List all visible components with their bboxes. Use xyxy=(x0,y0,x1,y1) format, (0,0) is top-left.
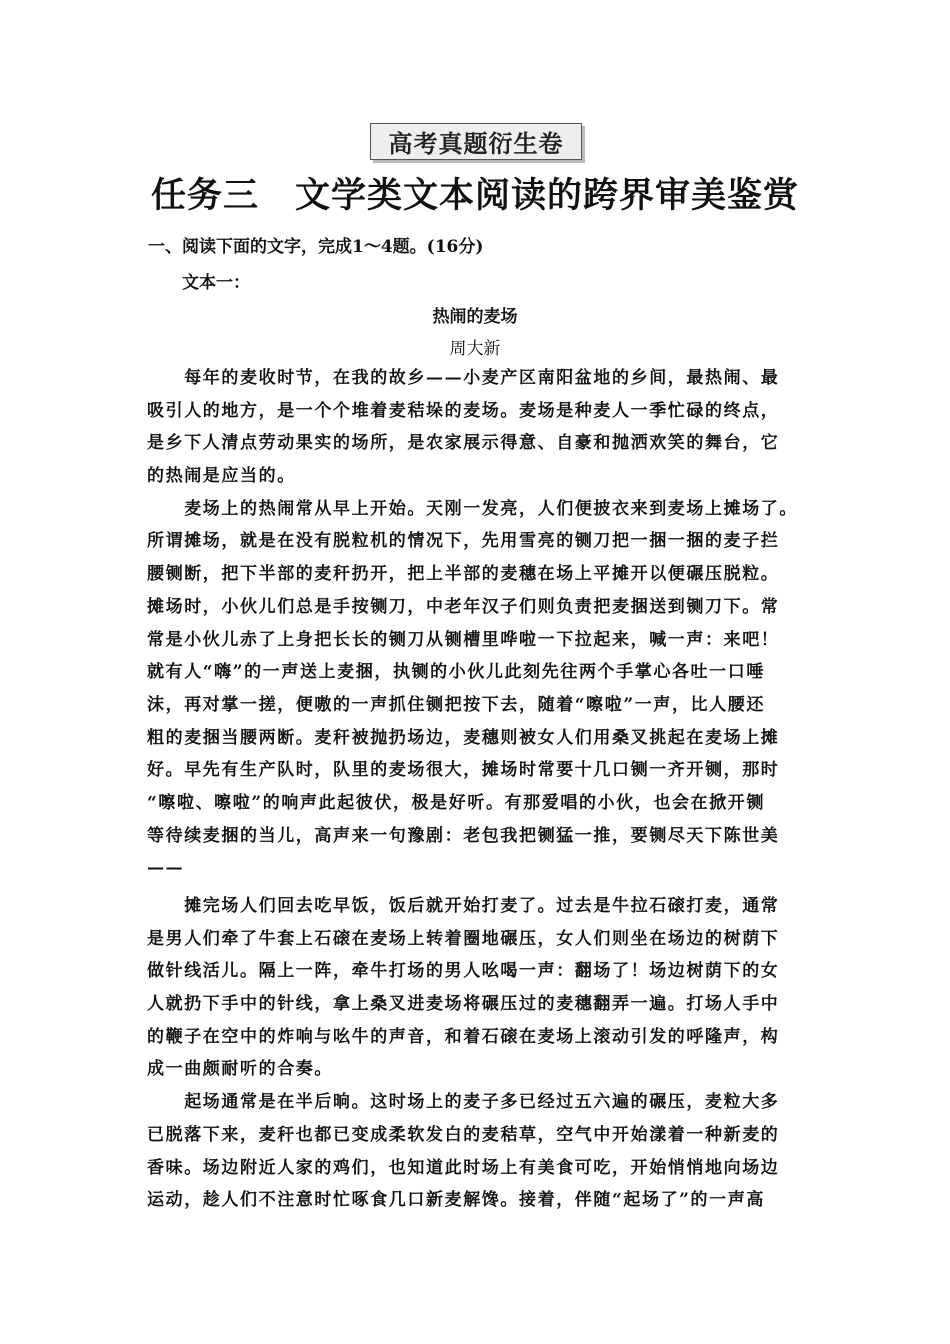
paragraph-line: 人就扔下手中的针线，拿上桑叉进麦场将碾压过的麦穗翻弄一遍。打场人手中 xyxy=(147,994,780,1015)
page-title: 任务三 文学类文本阅读的跨界审美鉴赏 xyxy=(150,176,799,216)
paragraph-line: 香味。场边附近人家的鸡们，也知道此时场上有美食可吃，开始悄悄地向场边 xyxy=(147,1157,780,1178)
paragraph-line: 沫，再对掌一搓，便嗷的一声抓住铡把按下去，随着“嚓啦”一声，比人腰还 xyxy=(147,694,765,715)
paragraph-line: 运动，趁人们不注意时忙啄食几口新麦解馋。接着，伴随“起场了”的一声高 xyxy=(147,1190,765,1211)
paragraph-line: 好。早先有生产队时，队里的麦场很大，摊场时常要十几口铡一齐开铡，那时 xyxy=(147,760,780,781)
paragraph-line: 是乡下人清点劳动果实的场所，是农家展示得意、自豪和抛洒欢笑的舞台，它 xyxy=(147,433,780,454)
paragraph-line: 摊完场人们回去吃早饭，饭后就开始打麦了。过去是牛拉石磙打麦，通常 xyxy=(147,896,780,916)
paragraph-line: 就有人“嗨”的一声送上麦捆，执铡的小伙儿此刻先往两个手掌心各吐一口唾 xyxy=(147,662,765,683)
paragraph-line: 是男人们牵了牛套上石磙在麦场上转着圈地碾压，女人们则坐在场边的树荫下 xyxy=(147,928,780,949)
paragraph-line: 吸引人的地方，是一个个堆着麦秸垛的麦场。麦场是种麦人一季忙碌的终点， xyxy=(147,400,780,421)
paragraph-line: 做针线活儿。隔上一阵，牵牛打场的男人吆喝一声：翻场了！场边树荫下的女 xyxy=(147,961,780,982)
paragraph-line: 摊场时，小伙儿们总是手按铡刀，中老年汉子们则负责把麦捆送到铡刀下。常 xyxy=(147,596,780,617)
paragraph-line: 腰铡断，把下半部的麦秆扔开，把上半部的麦穗在场上平摊开以便碾压脱粒。 xyxy=(147,564,780,585)
paragraph-line: “嚓啦、嚓啦”的响声此起彼伏，极是好听。有那爱唱的小伙，也会在掀开铡 xyxy=(147,792,765,813)
question-intro: 一、阅读下面的文字，完成1～4题。(16分) xyxy=(148,237,484,257)
paragraph-line: —— xyxy=(147,858,185,879)
paragraph-line: 粗的麦捆当腰两断。麦秆被抛扔场边，麦穗则被女人们用桑叉挑起在麦场上摊 xyxy=(147,727,780,748)
passage-title: 热闹的麦场 xyxy=(432,307,518,327)
paragraph-line: 起场通常是在半后晌。这时场上的麦子多已经过五六遍的碾压，麦粒大多 xyxy=(147,1092,780,1113)
passage-author: 周大新 xyxy=(449,339,501,359)
paragraph-line: 每年的麦收时节，在我的故乡——小麦产区南阳盆地的乡间，最热闹、最 xyxy=(147,368,780,388)
paragraph-line: 的热闹是应当的。 xyxy=(147,466,296,487)
paragraph-line: 的鞭子在空中的炸响与吆牛的声音，和着石磙在麦场上滚动引发的呼隆声，构 xyxy=(147,1026,780,1047)
paragraph-line: 所谓摊场，就是在没有脱粒机的情况下，先用雪亮的铡刀把一捆一捆的麦子拦 xyxy=(147,531,780,552)
paragraph-line: 已脱落下来，麦秆也都已变成柔软发白的麦秸草，空气中开始漾着一种新麦的 xyxy=(147,1124,780,1145)
paragraph-line: 成一曲颇耐听的合奏。 xyxy=(147,1059,333,1080)
exam-banner: 高考真题衍生卷 xyxy=(370,123,582,160)
paragraph-line: 等待续麦捆的当儿，高声来一句豫剧：老包我把铡猛一推，要铡尽天下陈世美 xyxy=(147,825,780,846)
passage-body xyxy=(147,362,811,1217)
text-label: 文本一： xyxy=(182,273,250,293)
paragraph-line: 麦场上的热闹常从早上开始。天刚一发亮，人们便披衣来到麦场上摊场了。 xyxy=(147,498,798,519)
paragraph-line: 常是小伙儿赤了上身把长长的铡刀从铡槽里哗啦一下拉起来，喊一声：来吧！ xyxy=(147,629,780,650)
